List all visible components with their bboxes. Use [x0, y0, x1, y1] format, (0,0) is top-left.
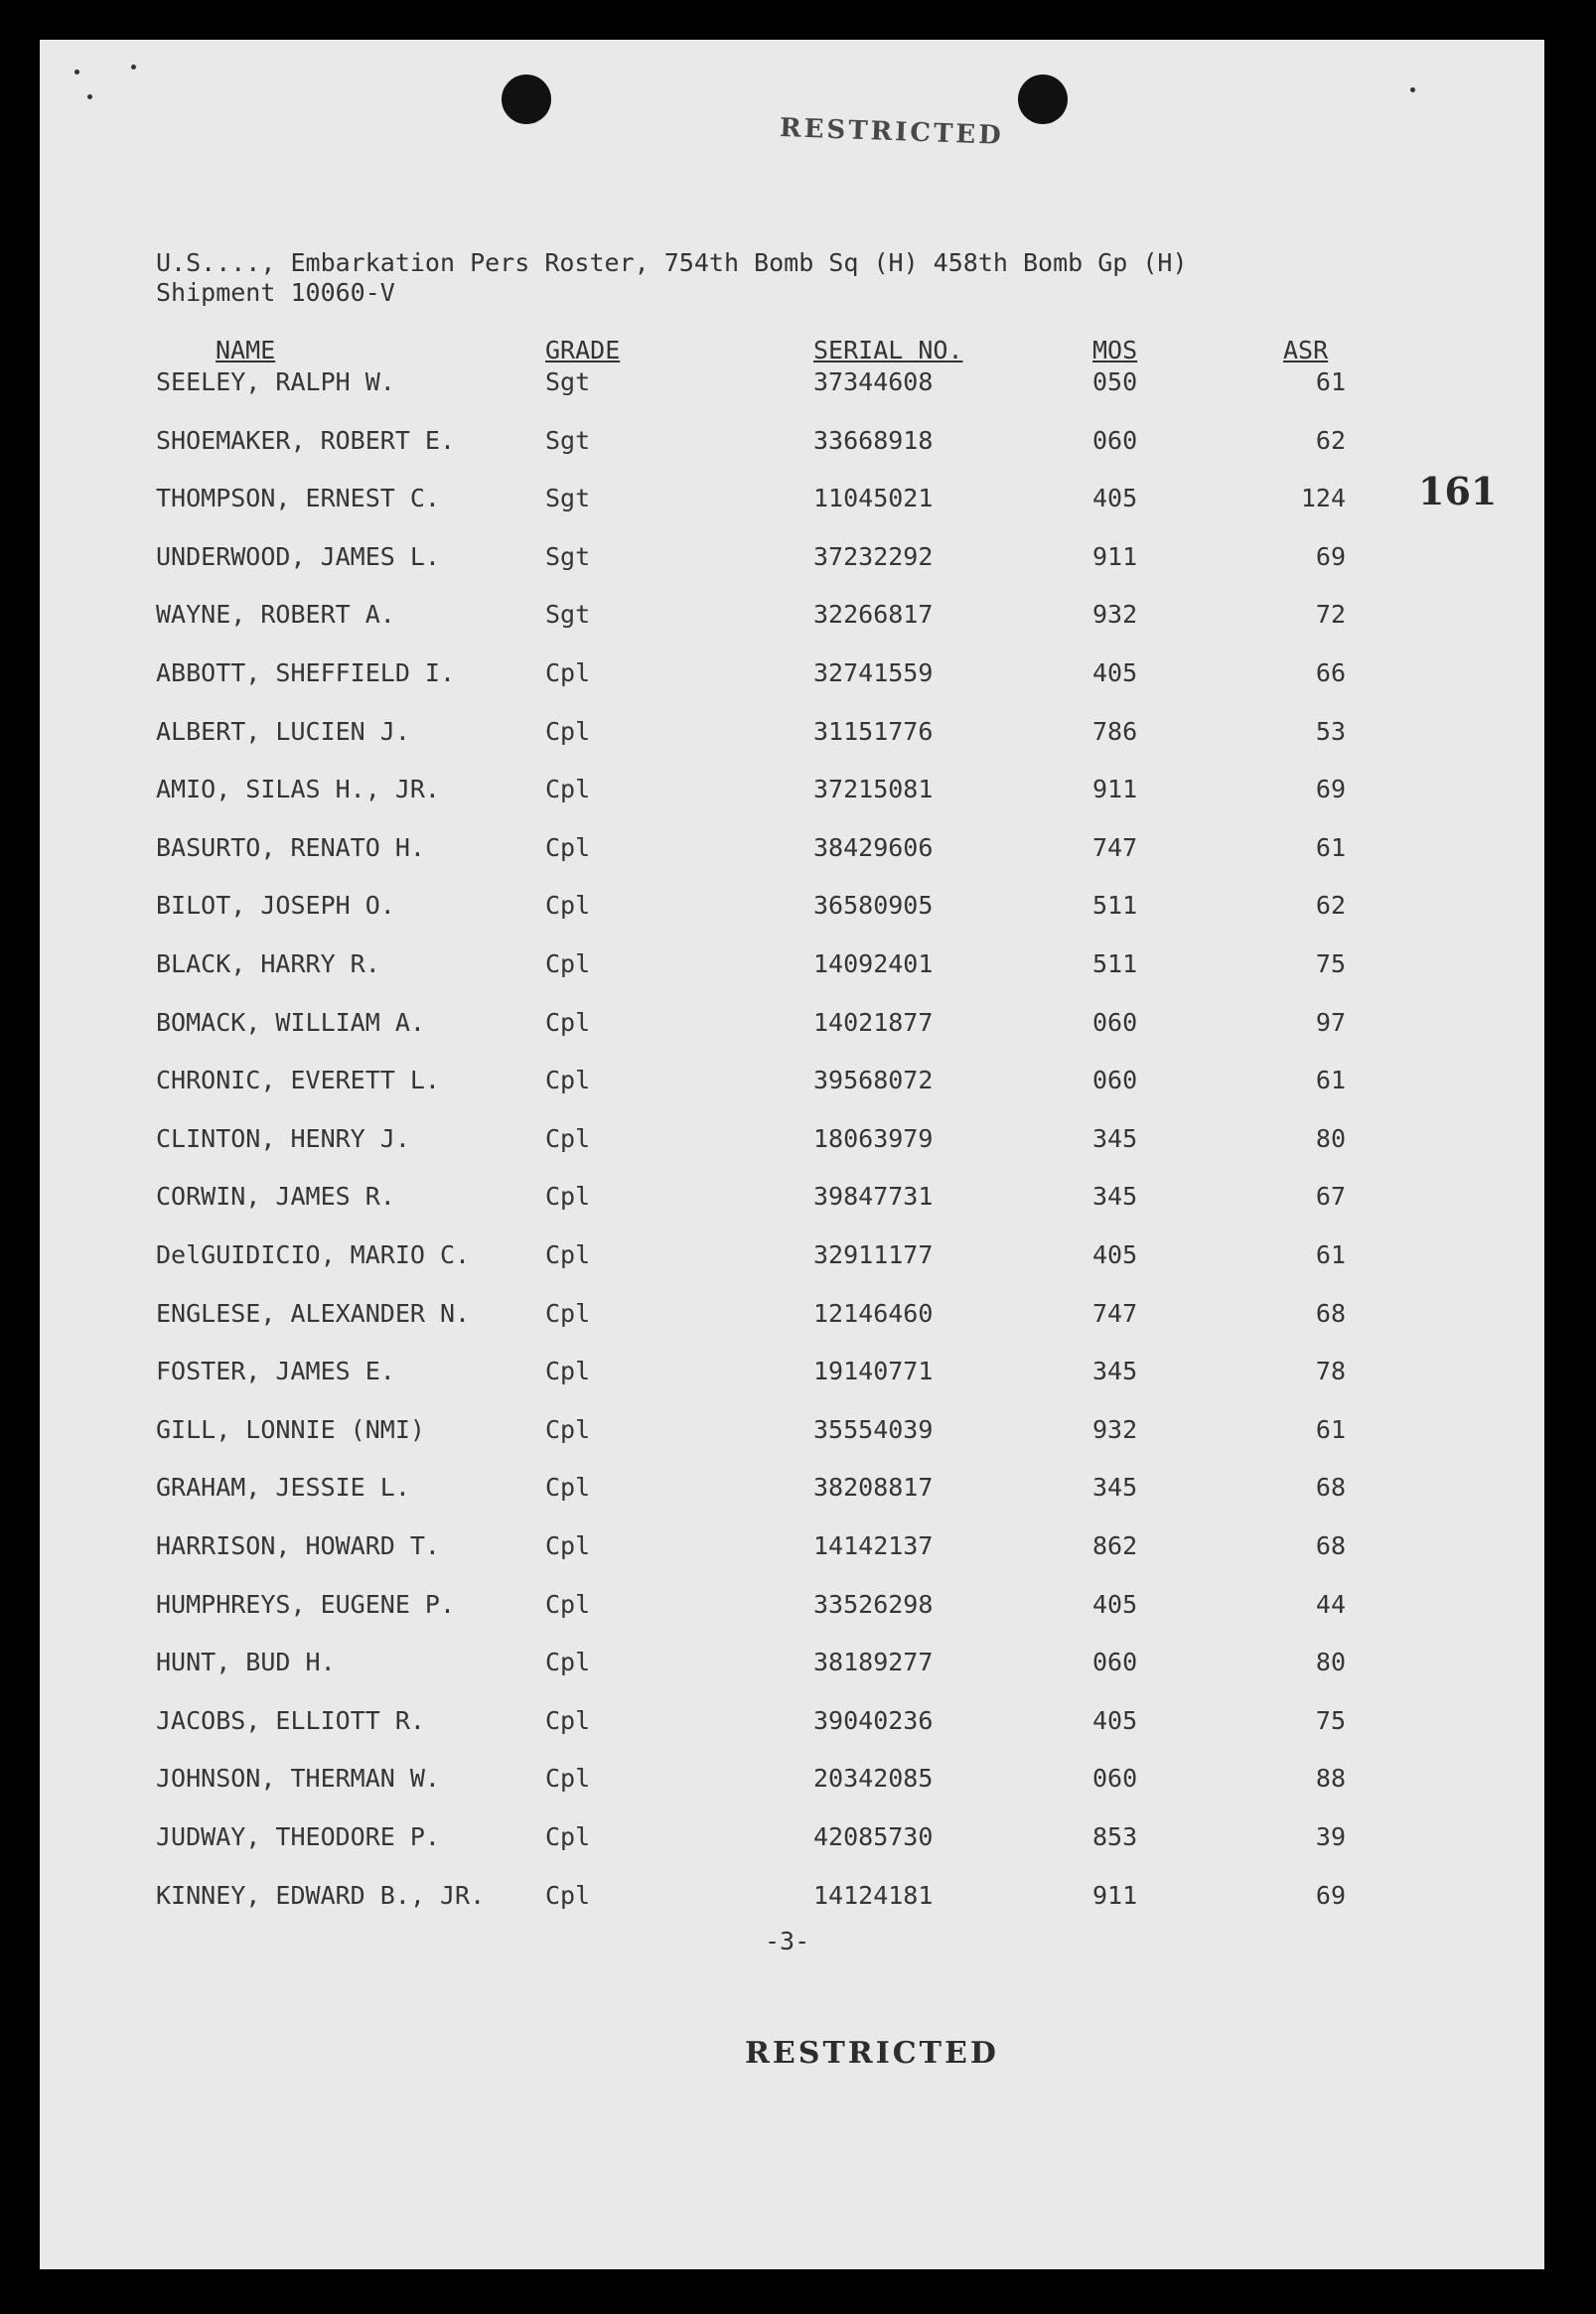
cell-name: BASURTO, RENATO H. [156, 832, 425, 862]
cell-grade: Sgt [545, 541, 591, 571]
cell-serial: 36580905 [813, 891, 934, 921]
cell-serial: 14021877 [813, 1007, 934, 1037]
cell-mos: 747 [1092, 1298, 1138, 1328]
cell-mos: 405 [1092, 1589, 1138, 1619]
table-row [40, 717, 1544, 757]
cell-mos: 786 [1092, 716, 1138, 746]
cell-grade: Cpl [545, 1357, 591, 1386]
table-row [40, 1357, 1544, 1396]
table-row [40, 1182, 1544, 1222]
cell-serial: 32911177 [813, 1240, 934, 1269]
cell-grade: Sgt [545, 367, 591, 396]
cell-grade: Cpl [545, 1414, 591, 1444]
cell-mos: 060 [1092, 1764, 1138, 1794]
table-row [40, 1531, 1544, 1571]
page-number-stamp: 161 [1418, 469, 1498, 513]
cell-grade: Cpl [545, 949, 591, 978]
cell-serial: 39568072 [813, 1066, 934, 1095]
table-row [40, 833, 1544, 873]
cell-grade: Cpl [545, 1298, 591, 1328]
table-row [40, 1648, 1544, 1687]
cell-serial: 14092401 [813, 949, 934, 978]
cell-serial: 37232292 [813, 541, 934, 571]
cell-serial: 42085730 [813, 1822, 934, 1851]
cell-name: GRAHAM, JESSIE L. [156, 1473, 410, 1503]
cell-mos: 405 [1092, 658, 1138, 687]
cell-name: ALBERT, LUCIEN J. [156, 716, 410, 746]
cell-grade: Cpl [545, 1589, 591, 1619]
cell-name: SHOEMAKER, ROBERT E. [156, 425, 456, 455]
cell-asr: 80 [1315, 1648, 1346, 1677]
table-row [40, 1299, 1544, 1339]
cell-grade: Cpl [545, 716, 591, 746]
cell-mos: 853 [1092, 1822, 1138, 1851]
document-header [156, 248, 1188, 308]
table-row [40, 1124, 1544, 1164]
cell-grade: Cpl [545, 1648, 591, 1677]
cell-grade: Sgt [545, 425, 591, 455]
table-row [40, 949, 1544, 989]
cell-serial: 14124181 [813, 1880, 934, 1910]
cell-mos: 345 [1092, 1182, 1138, 1212]
punch-hole-right [1018, 74, 1068, 124]
cell-asr: 68 [1315, 1473, 1346, 1503]
cell-name: GILL, LONNIE (NMI) [156, 1414, 425, 1444]
cell-name: BOMACK, WILLIAM A. [156, 1007, 425, 1037]
cell-grade: Cpl [545, 1066, 591, 1095]
cell-asr: 62 [1315, 425, 1346, 455]
cell-mos: 060 [1092, 1066, 1138, 1095]
cell-mos: 932 [1092, 600, 1138, 630]
cell-asr: 61 [1315, 1240, 1346, 1269]
cell-name: HARRISON, HOWARD T. [156, 1531, 440, 1560]
cell-serial: 39040236 [813, 1705, 934, 1735]
cell-mos: 060 [1092, 1648, 1138, 1677]
cell-asr: 69 [1315, 541, 1346, 571]
table-row [40, 1415, 1544, 1455]
table-row [40, 1240, 1544, 1280]
cell-name: SEELEY, RALPH W. [156, 367, 395, 396]
cell-mos: 060 [1092, 1007, 1138, 1037]
table-row [40, 891, 1544, 931]
cell-name: DelGUIDICIO, MARIO C. [156, 1240, 471, 1269]
cell-name: CLINTON, HENRY J. [156, 1123, 410, 1153]
table-row [40, 600, 1544, 640]
cell-name: FOSTER, JAMES E. [156, 1357, 395, 1386]
column-header-mos: MOS [1092, 336, 1138, 364]
table-row [40, 1822, 1544, 1862]
header-shipment: Shipment 10060-V [156, 278, 395, 307]
cell-grade: Sgt [545, 484, 591, 513]
cell-asr: 62 [1315, 891, 1346, 921]
table-row [40, 658, 1544, 698]
cell-asr: 68 [1315, 1298, 1346, 1328]
cell-serial: 31151776 [813, 716, 934, 746]
cell-mos: 932 [1092, 1414, 1138, 1444]
cell-asr: 44 [1315, 1589, 1346, 1619]
document-page [40, 40, 1544, 2269]
table-row [40, 1008, 1544, 1048]
cell-grade: Cpl [545, 1822, 591, 1851]
cell-name: HUNT, BUD H. [156, 1648, 336, 1677]
cell-mos: 511 [1092, 949, 1138, 978]
cell-grade: Cpl [545, 1473, 591, 1503]
cell-name: ABBOTT, SHEFFIELD I. [156, 658, 456, 687]
cell-asr: 124 [1300, 484, 1346, 513]
cell-grade: Cpl [545, 1182, 591, 1212]
cell-serial: 38208817 [813, 1473, 934, 1503]
cell-name: JUDWAY, THEODORE P. [156, 1822, 440, 1851]
cell-mos: 862 [1092, 1531, 1138, 1560]
header-title: U.S...., Embarkation Pers Roster, 754th Bomb Sq (H) 458th Bomb Gp (H) [156, 248, 1188, 277]
column-header-grade: GRADE [545, 336, 621, 364]
cell-mos: 345 [1092, 1473, 1138, 1503]
column-header-name: NAME [216, 336, 276, 364]
cell-grade: Cpl [545, 891, 591, 921]
cell-serial: 37215081 [813, 775, 934, 804]
table-row [40, 1764, 1544, 1804]
table-row [40, 775, 1544, 814]
cell-serial: 14142137 [813, 1531, 934, 1560]
footer-page-number: -3- [765, 1927, 810, 1955]
cell-grade: Sgt [545, 600, 591, 630]
cell-name: JOHNSON, THERMAN W. [156, 1764, 440, 1794]
table-row [40, 542, 1544, 582]
cell-asr: 78 [1315, 1357, 1346, 1386]
cell-grade: Cpl [545, 832, 591, 862]
cell-asr: 61 [1315, 832, 1346, 862]
cell-mos: 911 [1092, 541, 1138, 571]
column-header-asr: ASR [1283, 336, 1329, 364]
cell-mos: 747 [1092, 832, 1138, 862]
cell-grade: Cpl [545, 1240, 591, 1269]
cell-serial: 12146460 [813, 1298, 934, 1328]
cell-asr: 61 [1315, 1066, 1346, 1095]
dust-speck [87, 94, 92, 99]
cell-mos: 050 [1092, 367, 1138, 396]
cell-serial: 11045021 [813, 484, 934, 513]
restricted-stamp-top: RESTRICTED [779, 113, 1005, 151]
cell-serial: 38429606 [813, 832, 934, 862]
cell-asr: 61 [1315, 367, 1346, 396]
cell-serial: 33668918 [813, 425, 934, 455]
cell-name: CORWIN, JAMES R. [156, 1182, 395, 1212]
cell-name: WAYNE, ROBERT A. [156, 600, 395, 630]
table-row [40, 1590, 1544, 1630]
cell-name: AMIO, SILAS H., JR. [156, 775, 440, 804]
dust-speck [74, 70, 79, 74]
cell-asr: 75 [1315, 949, 1346, 978]
cell-mos: 405 [1092, 1240, 1138, 1269]
table-row [40, 484, 1544, 523]
cell-name: ENGLESE, ALEXANDER N. [156, 1298, 471, 1328]
cell-grade: Cpl [545, 1531, 591, 1560]
cell-name: BLACK, HARRY R. [156, 949, 380, 978]
table-row [40, 367, 1544, 407]
cell-asr: 61 [1315, 1414, 1346, 1444]
cell-serial: 33526298 [813, 1589, 934, 1619]
cell-serial: 37344608 [813, 367, 934, 396]
column-header-serial: SERIAL NO. [813, 336, 963, 364]
cell-grade: Cpl [545, 775, 591, 804]
cell-grade: Cpl [545, 658, 591, 687]
cell-name: HUMPHREYS, EUGENE P. [156, 1589, 456, 1619]
cell-grade: Cpl [545, 1007, 591, 1037]
cell-mos: 345 [1092, 1123, 1138, 1153]
cell-asr: 67 [1315, 1182, 1346, 1212]
table-row [40, 426, 1544, 466]
table-row [40, 1706, 1544, 1746]
cell-mos: 911 [1092, 1880, 1138, 1910]
cell-asr: 39 [1315, 1822, 1346, 1851]
cell-mos: 060 [1092, 425, 1138, 455]
cell-mos: 405 [1092, 1705, 1138, 1735]
cell-serial: 32741559 [813, 658, 934, 687]
cell-serial: 20342085 [813, 1764, 934, 1794]
cell-asr: 97 [1315, 1007, 1346, 1037]
cell-asr: 68 [1315, 1531, 1346, 1560]
table-row [40, 1066, 1544, 1105]
cell-asr: 69 [1315, 1880, 1346, 1910]
cell-asr: 88 [1315, 1764, 1346, 1794]
cell-serial: 18063979 [813, 1123, 934, 1153]
cell-mos: 911 [1092, 775, 1138, 804]
cell-name: KINNEY, EDWARD B., JR. [156, 1880, 486, 1910]
cell-grade: Cpl [545, 1764, 591, 1794]
cell-serial: 39847731 [813, 1182, 934, 1212]
cell-asr: 75 [1315, 1705, 1346, 1735]
table-row [40, 1881, 1544, 1921]
cell-serial: 38189277 [813, 1648, 934, 1677]
cell-serial: 35554039 [813, 1414, 934, 1444]
cell-asr: 53 [1315, 716, 1346, 746]
punch-hole-left [502, 74, 551, 124]
cell-asr: 80 [1315, 1123, 1346, 1153]
cell-grade: Cpl [545, 1123, 591, 1153]
cell-serial: 32266817 [813, 600, 934, 630]
cell-mos: 405 [1092, 484, 1138, 513]
cell-name: THOMPSON, ERNEST C. [156, 484, 440, 513]
cell-name: BILOT, JOSEPH O. [156, 891, 395, 921]
cell-asr: 69 [1315, 775, 1346, 804]
cell-asr: 66 [1315, 658, 1346, 687]
cell-asr: 72 [1315, 600, 1346, 630]
cell-serial: 19140771 [813, 1357, 934, 1386]
dust-speck [1410, 87, 1415, 92]
cell-name: UNDERWOOD, JAMES L. [156, 541, 440, 571]
table-row [40, 1473, 1544, 1513]
cell-name: CHRONIC, EVERETT L. [156, 1066, 440, 1095]
dust-speck [131, 65, 136, 70]
cell-mos: 345 [1092, 1357, 1138, 1386]
cell-mos: 511 [1092, 891, 1138, 921]
cell-grade: Cpl [545, 1705, 591, 1735]
restricted-stamp-bottom: RESTRICTED [745, 2036, 999, 2071]
cell-grade: Cpl [545, 1880, 591, 1910]
cell-name: JACOBS, ELLIOTT R. [156, 1705, 425, 1735]
